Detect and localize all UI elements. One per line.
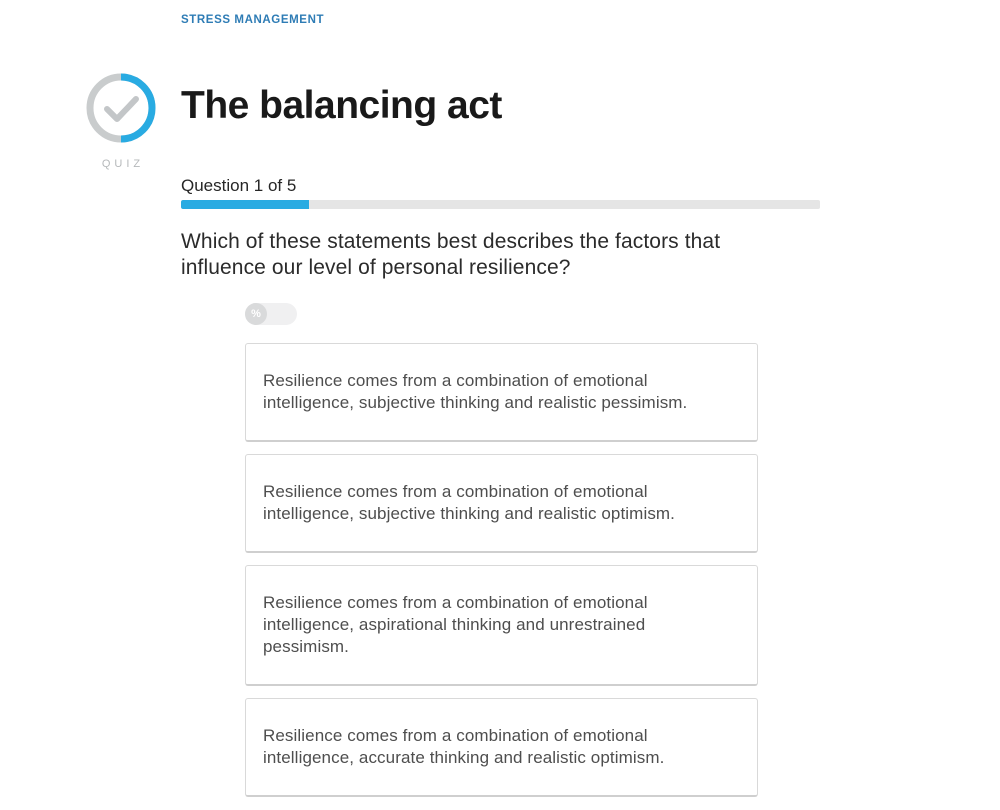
answer-option-3[interactable]: Resilience comes from a combination of emotional intelligence, aspirational thinking and unrestrained pessimism. [245,565,758,686]
quiz-progress-ring-icon [83,70,159,146]
quiz-progress-bar [181,200,820,209]
answer-option-2[interactable]: Resilience comes from a combination of emotional intelligence, subjective thinking and realistic optimism. [245,454,758,553]
quiz-label: QUIZ [101,158,145,170]
answer-option-1[interactable]: Resilience comes from a combination of emotional intelligence, subjective thinking and realistic pessimism. [245,343,758,442]
course-category-label: STRESS MANAGEMENT [181,14,325,26]
percent-icon: % [245,303,267,325]
page-title: The balancing act [181,84,502,127]
question-progress-label: Question 1 of 5 [181,176,297,195]
quiz-progress-fill [181,200,309,209]
answer-option-4[interactable]: Resilience comes from a combination of emotional intelligence, accurate thinking and realistic optimism. [245,698,758,797]
quiz-badge [83,70,159,170]
percent-toggle[interactable] [245,303,297,325]
question-text: Which of these statements best describes the factors that influence our level of personal resilience? [181,230,721,279]
answer-list [245,343,758,797]
